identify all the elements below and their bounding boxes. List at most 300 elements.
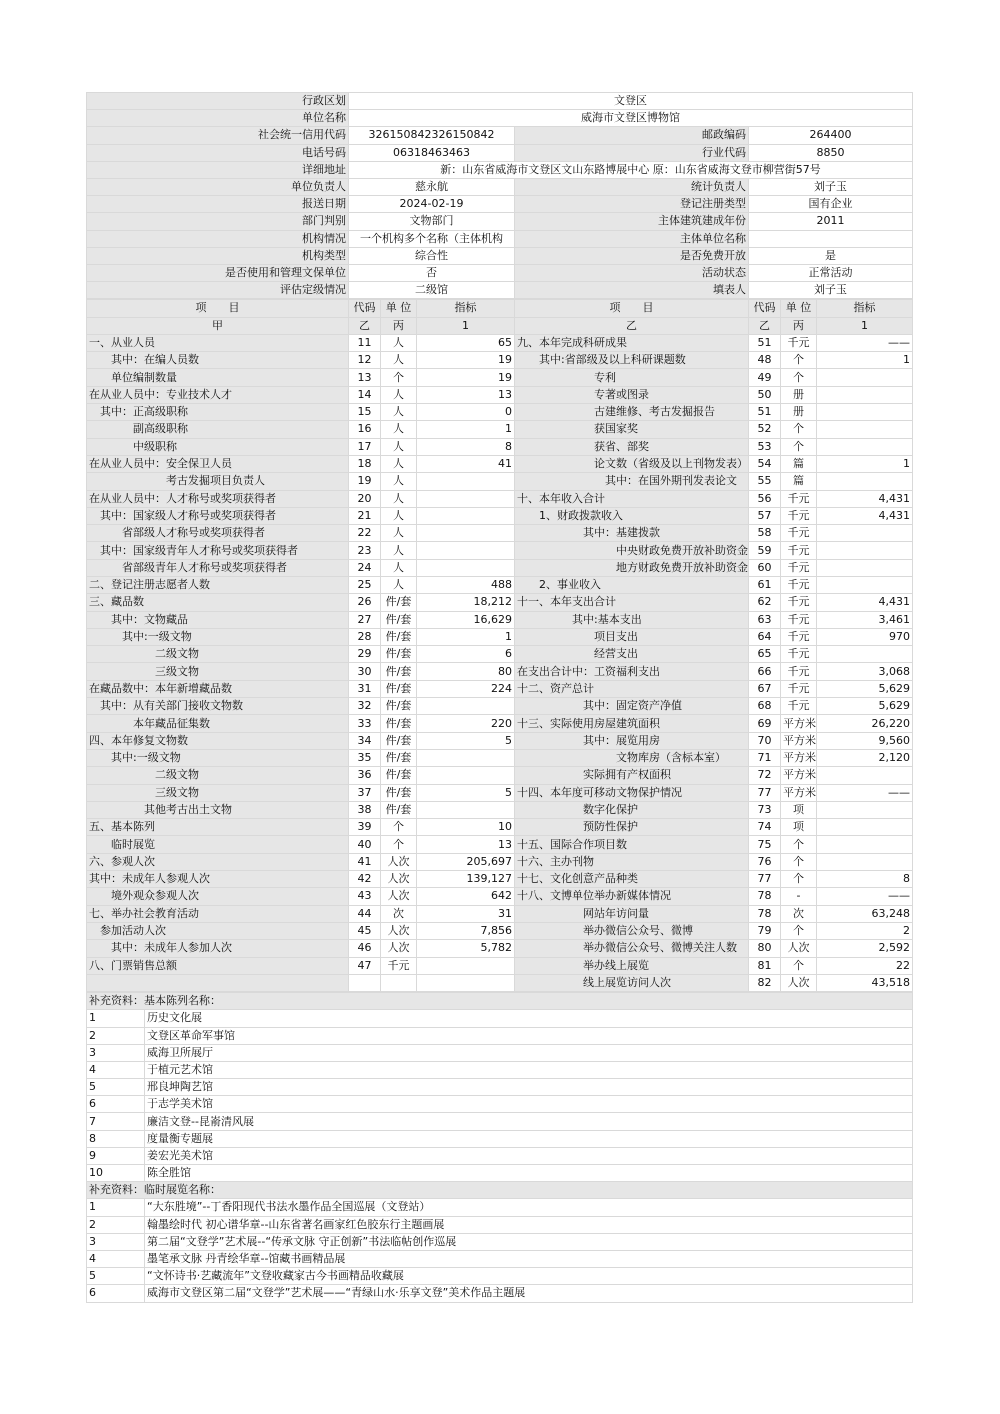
column-header: 乙 [515,317,749,334]
item-label: 八、门票销售总额 [87,957,349,974]
item-value [417,542,515,559]
info-label: 报送日期 [87,196,349,213]
supplement-name: 历史文化展 [145,1010,913,1027]
item-code: 45 [349,922,381,939]
indicator-row [87,749,913,766]
info-value: 2011 [749,213,913,230]
item-label: 三级文物 [87,663,349,680]
item-value [817,525,913,542]
item-code: 23 [349,542,381,559]
indicator-row [87,922,913,939]
supplement-name: 墨笔承文脉 丹青绘华章--馆藏书画精品展 [145,1250,913,1267]
item-code: 73 [749,801,781,818]
item-value: 1 [417,628,515,645]
item-code: 29 [349,646,381,663]
item-value [817,438,913,455]
item-label: 其中：展览用房 [515,732,749,749]
indicator-row [87,732,913,749]
item-code: 61 [749,577,781,594]
item-unit: 人 [381,473,417,490]
supplement-number: 5 [87,1268,145,1285]
item-unit: 次 [781,905,817,922]
item-label: 实际拥有产权面积 [515,767,749,784]
item-label: 其中：未成年人参观人次 [87,871,349,888]
info-value: 是 [749,247,913,264]
supplement-name: 威海卫所展厅 [145,1044,913,1061]
indicator-row [87,404,913,421]
supplement-number: 1 [87,1199,145,1216]
item-value: 9,560 [817,732,913,749]
item-unit: 人次 [381,888,417,905]
supplement-row [87,1285,913,1302]
item-unit: 件/套 [381,784,417,801]
item-code: 47 [349,957,381,974]
info-value [749,230,913,247]
item-unit: 千元 [781,542,817,559]
item-value: 19 [417,369,515,386]
column-header: 乙 [749,317,781,334]
item-code: 78 [749,888,781,905]
item-unit: 个 [781,421,817,438]
item-value: 16,629 [417,611,515,628]
item-label: 古建维修、考古发掘报告 [515,404,749,421]
item-code: 72 [749,767,781,784]
supplement-number: 4 [87,1250,145,1267]
item-code: 14 [349,386,381,403]
item-unit: 千元 [781,577,817,594]
item-label: 在从业人员中：人才称号或奖项获得者 [87,490,349,507]
item-code: 57 [749,507,781,524]
indicator-row [87,628,913,645]
item-unit: 件/套 [381,767,417,784]
column-header: 甲 [87,317,349,334]
item-unit: 人次 [381,922,417,939]
column-header: 单 位 [381,300,417,317]
item-value: 4,431 [817,594,913,611]
item-value: 1 [417,421,515,438]
item-unit: 项 [781,819,817,836]
item-value: —— [817,888,913,905]
item-label: 其中：国家级人才称号或奖项获得者 [87,507,349,524]
item-value [817,542,913,559]
item-label: 在支出合计中：工资福利支出 [515,663,749,680]
item-code: 30 [349,663,381,680]
item-unit: 人 [381,421,417,438]
item-code: 15 [349,404,381,421]
indicator-row [87,369,913,386]
item-value: 13 [417,386,515,403]
item-unit: 人 [381,525,417,542]
statistics-sheet [86,92,912,1303]
item-code: 55 [749,473,781,490]
item-unit: 个 [781,369,817,386]
item-unit: 件/套 [381,801,417,818]
item-value [817,386,913,403]
info-row [87,196,913,213]
info-label: 详细地址 [87,161,349,178]
info-label: 活动状态 [515,264,749,281]
info-label: 机构类型 [87,247,349,264]
item-unit: 人 [381,559,417,576]
item-label: 举办微信公众号、微博 [515,922,749,939]
item-label: 九、本年完成科研成果 [515,334,749,351]
item-unit: 人次 [781,974,817,991]
item-code: 76 [749,853,781,870]
supplement-row [87,1130,913,1147]
item-code: 64 [749,628,781,645]
item-value: 488 [417,577,515,594]
item-code: 67 [749,680,781,697]
item-unit: 人次 [381,940,417,957]
indicator-row [87,490,913,507]
indicator-row [87,663,913,680]
item-code: 20 [349,490,381,507]
item-value [817,369,913,386]
supplement-row [87,1079,913,1096]
item-label: 其中：在编人员数 [87,352,349,369]
supplement-name: “文怀诗书·艺藏流年”文登收藏家古今书画精品收藏展 [145,1268,913,1285]
item-code: 77 [749,871,781,888]
item-value [417,957,515,974]
item-label: 其他考古出土文物 [87,801,349,818]
item-value [417,525,515,542]
info-label: 单位负责人 [87,178,349,195]
info-label: 登记注册类型 [515,196,749,213]
indicator-row [87,888,913,905]
item-unit: 件/套 [381,749,417,766]
indicator-row [87,784,913,801]
info-label: 邮政编码 [515,127,749,144]
item-code: 54 [749,455,781,472]
item-unit: 册 [781,404,817,421]
indicator-row [87,594,913,611]
item-label: 单位编制数量 [87,369,349,386]
column-header: 项 目 [87,300,349,317]
supplement-number: 9 [87,1147,145,1164]
item-value: —— [817,334,913,351]
item-unit: 件/套 [381,715,417,732]
info-value: 06318463463 [349,144,515,161]
item-code: 58 [749,525,781,542]
item-value: 139,127 [417,871,515,888]
item-code: 11 [349,334,381,351]
item-value [817,836,913,853]
indicator-row [87,611,913,628]
item-value [817,646,913,663]
item-unit: 篇 [781,455,817,472]
item-code: 13 [349,369,381,386]
item-unit: 人 [381,507,417,524]
info-row [87,161,913,178]
item-label: 参加活动人次 [87,922,349,939]
item-unit: 个 [781,853,817,870]
column-header: 指标 [817,300,913,317]
indicator-row [87,525,913,542]
info-label: 主体建筑建成年份 [515,213,749,230]
item-label: 专利 [515,369,749,386]
item-value: 3,068 [817,663,913,680]
info-label: 是否免费开放 [515,247,749,264]
info-label: 统计负责人 [515,178,749,195]
supplement-row [87,1010,913,1027]
item-label: 其中：正高级职称 [87,404,349,421]
column-header: 代码 [749,300,781,317]
item-unit [381,974,417,991]
item-code: 52 [749,421,781,438]
item-unit: 件/套 [381,663,417,680]
column-subheader-row [87,317,913,334]
info-value: 综合性 [349,247,515,264]
item-label: 文物库房（含标本室） [515,749,749,766]
item-unit: 千元 [781,594,817,611]
item-value: 22 [817,957,913,974]
item-value: 2,592 [817,940,913,957]
item-label: 十八、文博单位举办新媒体情况 [515,888,749,905]
item-unit: 个 [781,871,817,888]
item-unit: 件/套 [381,732,417,749]
item-code: 66 [749,663,781,680]
item-value [417,801,515,818]
indicator-row [87,801,913,818]
indicator-row [87,577,913,594]
supplement-table [86,992,913,1302]
supplement-row [87,1027,913,1044]
item-unit: 人次 [381,853,417,870]
supplement-number: 7 [87,1113,145,1130]
info-row [87,93,913,110]
info-row [87,282,913,299]
item-label: 十、本年收入合计 [515,490,749,507]
item-label: 一、从业人员 [87,334,349,351]
item-label: 1、财政拨款收入 [515,507,749,524]
item-code: 69 [749,715,781,732]
indicator-row [87,905,913,922]
indicator-row [87,421,913,438]
item-label: 三级文物 [87,784,349,801]
item-code: 17 [349,438,381,455]
item-value: 18,212 [417,594,515,611]
item-label: 获省、部奖 [515,438,749,455]
item-label: 在从业人员中：专业技术人才 [87,386,349,403]
supplement-name: 陈全胜馆 [145,1165,913,1182]
item-code: 44 [349,905,381,922]
item-label: 省部级人才称号或奖项获得者 [87,525,349,542]
info-row [87,144,913,161]
item-unit: 人 [381,490,417,507]
item-label: 十六、主办刊物 [515,853,749,870]
item-label: 其中：国家级青年人才称号或奖项获得者 [87,542,349,559]
item-code: 51 [749,334,781,351]
supplement-name: “大东胜境”--丁香阳现代书法水墨作品全国巡展（文登站） [145,1199,913,1216]
item-label: 数字化保护 [515,801,749,818]
item-code: 22 [349,525,381,542]
item-label: 获国家奖 [515,421,749,438]
item-label: 其中：固定资产净值 [515,698,749,715]
item-label: 其中:基本支出 [515,611,749,628]
item-code: 27 [349,611,381,628]
indicator-row [87,715,913,732]
supplement-number: 3 [87,1233,145,1250]
item-unit: 个 [781,922,817,939]
info-value: 2024-02-19 [349,196,515,213]
indicator-row [87,698,913,715]
supplement-name: 廉洁文登--昆嵛清风展 [145,1113,913,1130]
item-label: 项目支出 [515,628,749,645]
item-code: 51 [749,404,781,421]
item-code: 46 [349,940,381,957]
item-unit: 千元 [781,698,817,715]
item-unit: 平方米 [781,749,817,766]
item-value [417,698,515,715]
item-unit: 千元 [781,525,817,542]
item-unit: 人次 [381,871,417,888]
info-label: 行政区划 [87,93,349,110]
item-value [417,767,515,784]
item-unit: 个 [781,957,817,974]
indicator-row [87,559,913,576]
info-label: 行业代码 [515,144,749,161]
item-unit: 人 [381,577,417,594]
item-value: 65 [417,334,515,351]
supplement-number: 8 [87,1130,145,1147]
info-row [87,213,913,230]
item-unit: 千元 [381,957,417,974]
item-label: 四、本年修复文物数 [87,732,349,749]
item-value: 205,697 [417,853,515,870]
item-value [817,801,913,818]
item-code: 59 [749,542,781,559]
supplement-row [87,1199,913,1216]
indicator-row [87,507,913,524]
supplement-number: 6 [87,1096,145,1113]
item-value: 10 [417,819,515,836]
item-unit: 人 [381,404,417,421]
item-label: 在从业人员中：安全保卫人员 [87,455,349,472]
item-code: 31 [349,680,381,697]
info-label: 是否使用和管理文保单位 [87,264,349,281]
item-code: 40 [349,836,381,853]
item-value [417,559,515,576]
item-code: 42 [349,871,381,888]
supplement-row [87,1113,913,1130]
column-header: 丙 [381,317,417,334]
supplement-row [87,1061,913,1078]
item-value: 0 [417,404,515,421]
supplement-title: 补充资料：基本陈列名称： [87,993,913,1010]
supplement-name: 姜宏光美术馆 [145,1147,913,1164]
supplement-title-row [87,993,913,1010]
item-value [817,404,913,421]
indicator-row [87,386,913,403]
supplement-row [87,1268,913,1285]
info-value: 二级馆 [349,282,515,299]
item-code: 78 [749,905,781,922]
item-label: 网站年访问量 [515,905,749,922]
item-code: 74 [749,819,781,836]
column-header: 1 [817,317,913,334]
item-value [817,819,913,836]
info-value: 刘子玉 [749,178,913,195]
item-unit: 个 [781,836,817,853]
item-code: 28 [349,628,381,645]
item-value: 13 [417,836,515,853]
supplement-name: 度量衡专题展 [145,1130,913,1147]
item-code: 41 [349,853,381,870]
supplement-row [87,1233,913,1250]
column-header: 丙 [781,317,817,334]
info-label: 社会统一信用代码 [87,127,349,144]
item-value [417,507,515,524]
item-value [417,490,515,507]
supplement-row [87,1250,913,1267]
item-unit: - [781,888,817,905]
item-unit: 个 [381,369,417,386]
item-unit: 人 [381,542,417,559]
item-label: 经营支出 [515,646,749,663]
item-value: 31 [417,905,515,922]
item-label: 考古发掘项目负责人 [87,473,349,490]
item-value: 7,856 [417,922,515,939]
item-code: 82 [749,974,781,991]
item-label: 五、基本陈列 [87,819,349,836]
item-code: 35 [349,749,381,766]
item-label: 预防性保护 [515,819,749,836]
item-code: 80 [749,940,781,957]
indicator-row [87,940,913,957]
item-code: 12 [349,352,381,369]
supplement-title: 补充资料：临时展览名称： [87,1182,913,1199]
item-label: 其中：基建拨款 [515,525,749,542]
item-value: 1 [817,352,913,369]
item-value: 4,431 [817,507,913,524]
indicator-row [87,836,913,853]
item-value: 220 [417,715,515,732]
item-code: 71 [749,749,781,766]
item-unit: 千元 [781,334,817,351]
item-code: 16 [349,421,381,438]
item-code: 81 [749,957,781,974]
item-value: 970 [817,628,913,645]
item-code: 36 [349,767,381,784]
info-label: 部门判别 [87,213,349,230]
item-value [817,853,913,870]
item-code: 48 [749,352,781,369]
item-label: 三、藏品数 [87,594,349,611]
indicator-row [87,473,913,490]
item-label: 举办线上展览 [515,957,749,974]
item-code: 53 [749,438,781,455]
indicator-row [87,974,913,991]
supplement-number: 10 [87,1165,145,1182]
item-unit: 件/套 [381,611,417,628]
supplement-number: 3 [87,1044,145,1061]
item-label: 十三、实际使用房屋建筑面积 [515,715,749,732]
item-value [817,473,913,490]
item-label: 在藏品数中：本年新增藏品数 [87,680,349,697]
item-label: 其中：在国外期刊发表论文 [515,473,749,490]
info-value: 文登区 [349,93,913,110]
item-value: 26,220 [817,715,913,732]
item-unit: 件/套 [381,646,417,663]
supplement-title-row [87,1182,913,1199]
supplement-name: 翰墨绘时代 初心谱华章--山东省著名画家红色胶东行主题画展 [145,1216,913,1233]
item-value: 6 [417,646,515,663]
info-row [87,178,913,195]
info-value: 威海市文登区博物馆 [349,110,913,127]
indicator-row [87,542,913,559]
item-value: 5 [417,732,515,749]
item-unit: 千元 [781,646,817,663]
